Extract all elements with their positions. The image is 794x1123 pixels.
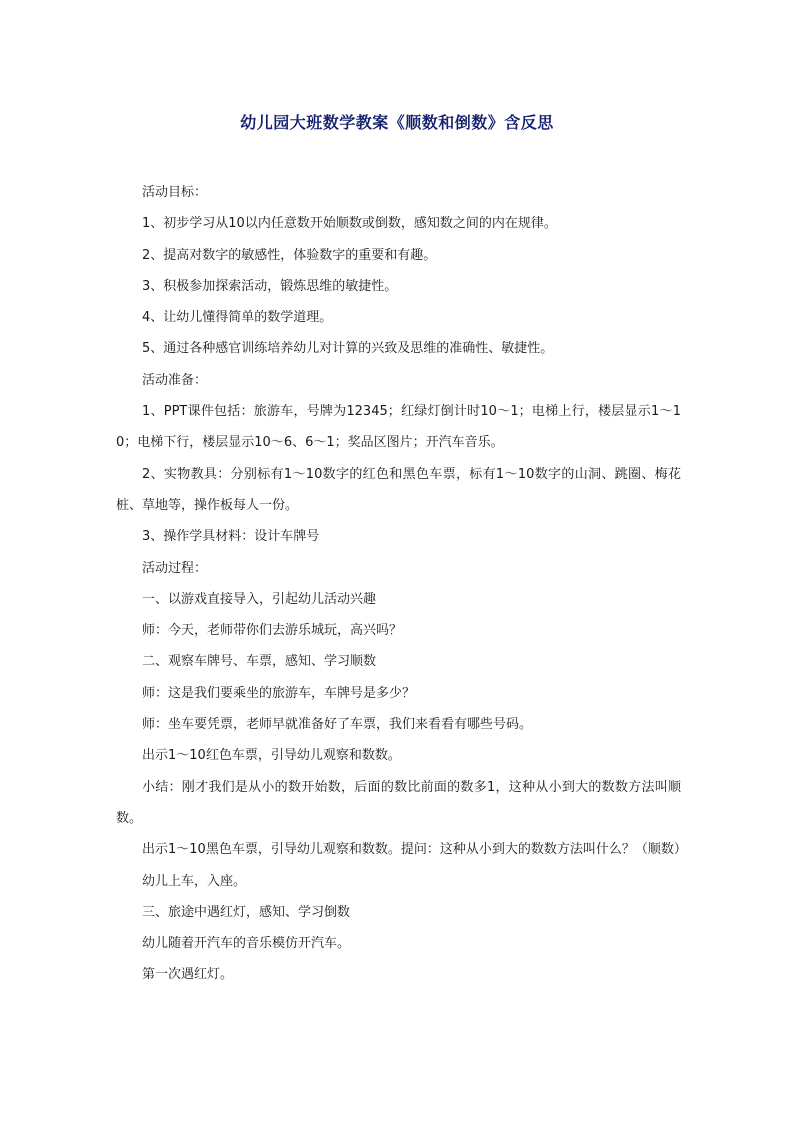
paragraph: 2、实物教具：分别标有1～10数字的红色和黑色车票，标有1～10数字的山洞、跳圈、梅花桩、草地等，操作板每人一份。 (116, 466, 681, 513)
paragraph: 师：坐车要凭票，老师早就准备好了车票，我们来看看有哪些号码。 (142, 717, 533, 733)
paragraph: 3、操作学具材料：设计车牌号 (142, 529, 320, 545)
paragraph: 5、通过各种感官训练培养幼儿对计算的兴致及思维的准确性、敏捷性。 (142, 341, 554, 357)
paragraph: 第一次遇红灯。 (142, 967, 234, 983)
document-body (116, 177, 687, 991)
paragraph: 3、积极参加探索活动，锻炼思维的敏捷性。 (142, 278, 398, 294)
paragraph: 师：今天，老师带你们去游乐城玩，高兴吗？ (142, 623, 403, 639)
paragraph: 二、观察车牌号、车票，感知、学习顺数 (142, 654, 377, 670)
paragraph: 小结：刚才我们是从小的数开始数，后面的数比前面的数多1，这种从小到大的数数方法叫顺数。 (116, 779, 681, 826)
paragraph: 活动准备： (142, 372, 208, 388)
paragraph: 活动目标： (142, 185, 208, 200)
paragraph: 幼儿随着开汽车的音乐模仿开汽车。 (142, 936, 351, 952)
paragraph: 1、PPT课件包括：旅游车，号牌为12345；红绿灯倒计时10～1；电梯上行，楼层显示1～10；电梯下行，楼层显示10～6、6～1；奖品区图片；开汽车音乐。 (116, 404, 681, 451)
paragraph: 幼儿上车，入座。 (142, 873, 247, 889)
paragraph: 师：这是我们要乘坐的旅游车，车牌号是多少？ (142, 685, 416, 701)
paragraph: 4、让幼儿懂得简单的数学道理。 (142, 310, 333, 326)
paragraph: 三、旅途中遇红灯，感知、学习倒数 (142, 904, 351, 920)
paragraph: 出示1～10黑色车票，引导幼儿观察和数数。提问：这种从小到大的数数方法叫什么？（顺数） (142, 842, 687, 858)
paragraph: 一、以游戏直接导入，引起幼儿活动兴趣 (142, 591, 377, 607)
paragraph: 活动过程： (142, 560, 208, 576)
paragraph: 出示1～10红色车票，引导幼儿观察和数数。 (142, 748, 401, 764)
document-title: 幼儿园大班数学教案《顺数和倒数》含反思 (240, 113, 554, 132)
paragraph: 2、提高对数字的敏感性，体验数字的重要和有趣。 (142, 247, 437, 263)
paragraph: 1、初步学习从10以内任意数开始顺数或倒数，感知数之间的内在规律。 (142, 216, 557, 232)
